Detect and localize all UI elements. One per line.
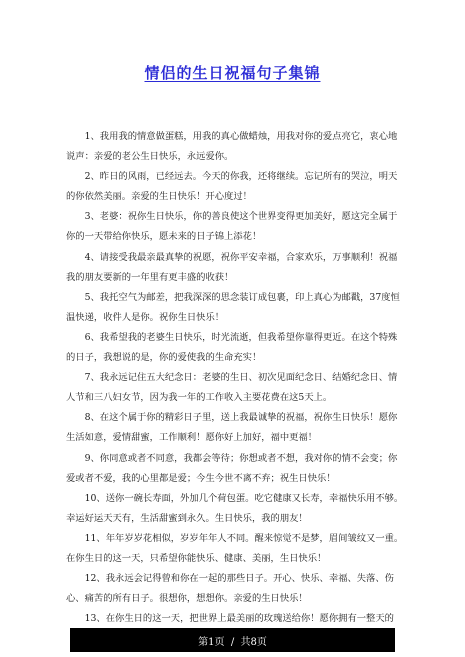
paragraph-5: 5、我托空气为邮差，把我深深的思念装订成包裹，印上真心为邮戳，37度恒温快递，收件人是你。祝你生日快乐！ — [66, 291, 400, 323]
paragraph-6: 6、我希望我的老婆生日快乐，时光流逝，但我希望你靠得更近。在这个特殊的日子，我想说的是，你的爱使我的生命充实！ — [66, 331, 398, 364]
paragraph-3: 3、老婆：祝你生日快乐，你的善良使这个世界变得更加美好，愿这完全属于你的一天带给你快乐，愿未来的日子锦上添花！ — [66, 211, 398, 243]
paragraph-13: 13、在你生日的这一天，把世界上最美丽的玫瑰送给你！愿你拥有一整天的 — [84, 613, 394, 625]
paragraph-7: 7、我永远记住五大纪念日：老婆的生日、初次见面纪念日、结婚纪念日、情人节和三八妇女节，因为我一年的工作收入主要花费在这5天上。 — [66, 372, 398, 404]
document-title: 情侣的生日祝福句子集锦 — [144, 64, 321, 82]
paragraph-2: 2、昨日的风雨，已经远去。今天的你我，还将继续。忘记所有的哭泣，明天的你依然美丽。亲爱的生日快乐！开心度过！ — [66, 171, 398, 203]
document-body — [66, 127, 404, 629]
paragraph-8: 8、在这个属于你的精彩日子里，送上我最诚挚的祝福，祝你生日快乐！愿你生活如意，爱情甜蜜，工作顺利！愿你好上加好，福中更福！ — [66, 412, 398, 444]
paragraph-9: 9、你同意或者不同意，我都会等待；你想或者不想，我对你的情不会变；你爱或者不爱，我的心里都是爱；今生今世不离不弃；祝生日快乐！ — [66, 452, 398, 484]
paragraph-4: 4、请接受我最亲最真挚的祝愿，祝你平安幸福，合家欢乐，万事顺利！祝福我的朋友要新的一年里有更丰盛的收获！ — [66, 251, 398, 283]
page-indicator-bar — [70, 628, 395, 652]
paragraph-1: 1、我用我的情意做蛋糕，用我的真心做蜡烛，用我对你的爱点亮它，衷心地说声：亲爱的老公生日快乐，永远爱你。 — [66, 131, 398, 163]
paragraph-11: 11、年年岁岁花相似，岁岁年年人不同。醒来惊觉不是梦，眉间皱纹又一重。在你生日的这一天，只希望你能快乐、健康、美丽，生日快乐！ — [66, 532, 404, 564]
page-indicator-label: 第1页 / 共8页 — [198, 636, 267, 648]
paragraph-12: 12、我永远会记得曾和你在一起的那些日子。开心、快乐、幸福、失落、伤心、痛苦的所有日子。很想你，想想你。亲爱的生日快乐！ — [66, 573, 394, 605]
paragraph-10: 10、送你一碗长寿面，外加几个荷包蛋。吃它健康又长寿，幸福快乐用不够。幸运好运天天有，生活甜蜜到永久。生日快乐，我的朋友！ — [66, 492, 404, 524]
